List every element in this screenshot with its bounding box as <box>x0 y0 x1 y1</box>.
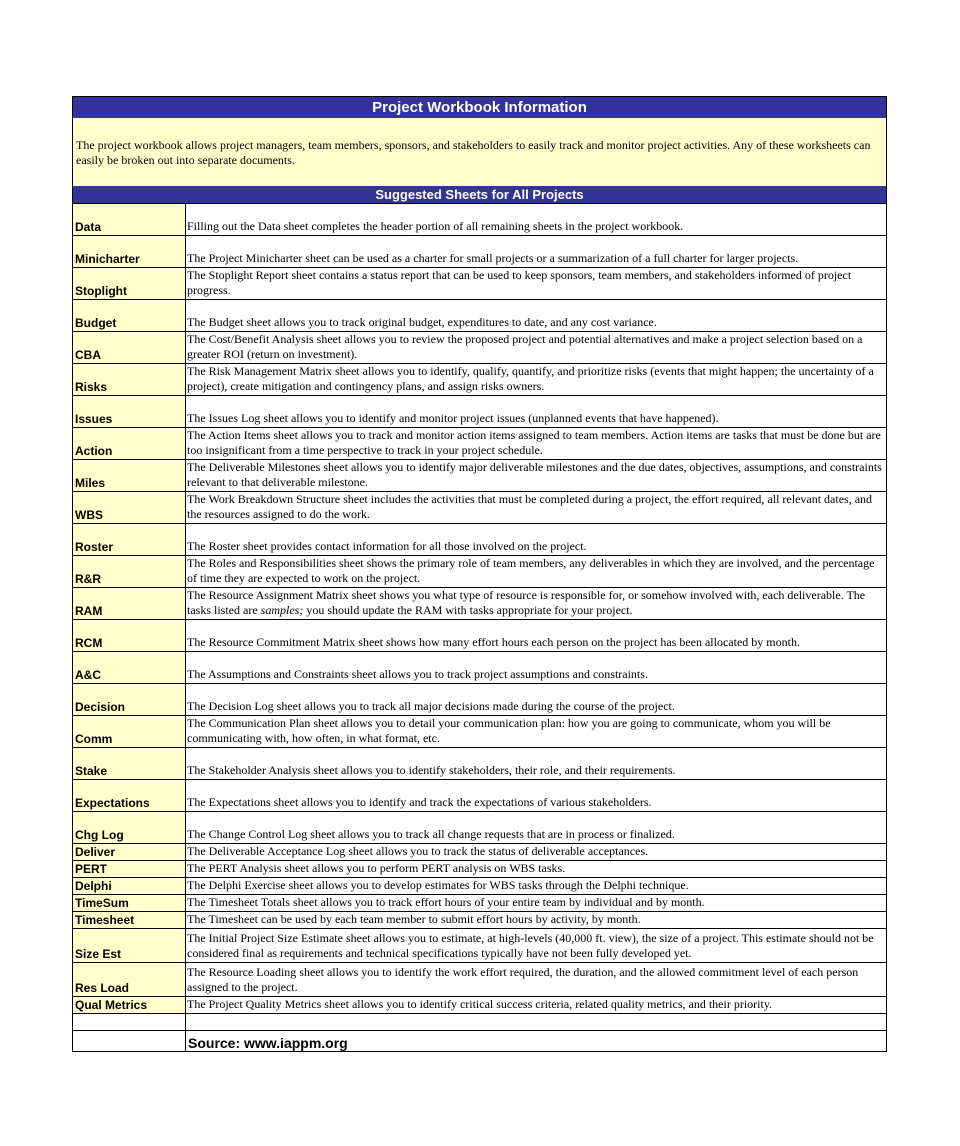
sheet-name: WBS <box>73 492 186 524</box>
table-row <box>73 524 887 556</box>
sheet-description: The Risk Management Matrix sheet allows you to identify, qualify, quantify, and prioritize risks (events that might happen; the uncertainty of a project), create mitigation and contingency plans, and assign risks owners. <box>186 364 887 396</box>
sheet-name: Timesheet <box>73 912 186 929</box>
table-row <box>73 895 887 912</box>
sheet-name: RCM <box>73 620 186 652</box>
sheet-description: The Decision Log sheet allows you to track all major decisions made during the course of the project. <box>186 684 887 716</box>
sheet-description: The Roles and Responsibilities sheet shows the primary role of team members, any deliverables in which they are involved, and the percentage of time they are expected to work on the project. <box>186 556 887 588</box>
blank-cell <box>186 1014 887 1031</box>
table-row <box>73 748 887 780</box>
table-row <box>73 929 887 963</box>
table-row <box>73 844 887 861</box>
intro-text: The project workbook allows project managers, team members, sponsors, and stakeholders to easily track and monitor project activities. Any of these worksheets can easily be broken out into separate documents. <box>72 118 887 186</box>
sheet-name: Qual Metrics <box>73 997 186 1014</box>
sheet-name: Stoplight <box>73 268 186 300</box>
sheet-description: The Budget sheet allows you to track original budget, expenditures to date, and any cost variance. <box>186 300 887 332</box>
sheet-name: Budget <box>73 300 186 332</box>
section-title: Suggested Sheets for All Projects <box>72 186 887 203</box>
sheet-name: Comm <box>73 716 186 748</box>
sheet-description <box>186 588 887 620</box>
sheet-name: Stake <box>73 748 186 780</box>
table-row <box>73 716 887 748</box>
table-row <box>73 620 887 652</box>
sheet-name: CBA <box>73 332 186 364</box>
blank-cell <box>73 1014 186 1031</box>
sheet-description: The Resource Commitment Matrix sheet shows how many effort hours each person on the project has been allocated by month. <box>186 620 887 652</box>
table-row <box>73 861 887 878</box>
sheet-name: Deliver <box>73 844 186 861</box>
table-row <box>73 364 887 396</box>
blank-row <box>73 1014 887 1031</box>
table-row <box>73 460 887 492</box>
sheet-description: The Initial Project Size Estimate sheet allows you to estimate, at high-levels (40,000 ft. view), the size of a project. This estimate should not be considered final as requirements and technical specifications typically have not been fully developed yet. <box>186 929 887 963</box>
sheet-name: Minicharter <box>73 236 186 268</box>
sheet-name: Risks <box>73 364 186 396</box>
sheet-description: The PERT Analysis sheet allows you to perform PERT analysis on WBS tasks. <box>186 861 887 878</box>
table-row <box>73 780 887 812</box>
sheet-description: The Deliverable Milestones sheet allows you to identify major deliverable milestones and the due dates, objectives, assumptions, and constraints relevant to that deliverable milestone. <box>186 460 887 492</box>
table-row <box>73 204 887 236</box>
table-row <box>73 652 887 684</box>
sheet-description: The Project Minicharter sheet can be used as a charter for small projects or a summarization of a full charter for larger projects. <box>186 236 887 268</box>
table-row <box>73 912 887 929</box>
sheet-name: TimeSum <box>73 895 186 912</box>
sheet-name: RAM <box>73 588 186 620</box>
sheet-description-part: you should update the RAM with tasks appropriate for your project. <box>303 603 633 617</box>
sheet-name: R&R <box>73 556 186 588</box>
sheet-description: The Timesheet Totals sheet allows you to track effort hours of your entire team by individual and by month. <box>186 895 887 912</box>
source-row <box>73 1031 887 1052</box>
sheet-name: A&C <box>73 652 186 684</box>
sheet-description: The Stakeholder Analysis sheet allows you to identify stakeholders, their role, and their requirements. <box>186 748 887 780</box>
sheet-name: Chg Log <box>73 812 186 844</box>
table-row <box>73 300 887 332</box>
sheet-name: Res Load <box>73 963 186 997</box>
table-row <box>73 588 887 620</box>
table-row <box>73 236 887 268</box>
sheet-description: The Stoplight Report sheet contains a status report that can be used to keep sponsors, team members, and stakeholders informed of project progress. <box>186 268 887 300</box>
table-row <box>73 268 887 300</box>
sheet-description: The Work Breakdown Structure sheet includes the activities that must be completed during a project, the effort required, all relevant dates, and the resources assigned to do the work. <box>186 492 887 524</box>
sheet-name: Action <box>73 428 186 460</box>
workbook-sheet <box>72 96 887 1052</box>
page-title: Project Workbook Information <box>72 96 887 118</box>
table-row <box>73 997 887 1014</box>
sheet-description-part: The Resource Assignment Matrix sheet shows you what type of resource is responsible for, or somehow involved with, each deliverable. The tasks listed are <box>187 588 866 617</box>
table-row <box>73 332 887 364</box>
sheet-description-emphasis: samples; <box>260 603 304 617</box>
sheet-description: The Timesheet can be used by each team member to submit effort hours by activity, by month. <box>186 912 887 929</box>
table-row <box>73 428 887 460</box>
sheet-description: The Roster sheet provides contact information for all those involved on the project. <box>186 524 887 556</box>
sheet-name: Size Est <box>73 929 186 963</box>
sheet-description: The Issues Log sheet allows you to identify and monitor project issues (unplanned events that have happened). <box>186 396 887 428</box>
sheet-description: The Expectations sheet allows you to identify and track the expectations of various stakeholders. <box>186 780 887 812</box>
sheet-description: The Project Quality Metrics sheet allows you to identify critical success criteria, related quality metrics, and their priority. <box>186 997 887 1014</box>
sheet-name: Expectations <box>73 780 186 812</box>
table-row <box>73 396 887 428</box>
sheet-description: Filling out the Data sheet completes the header portion of all remaining sheets in the project workbook. <box>186 204 887 236</box>
sheet-description: The Change Control Log sheet allows you to track all change requests that are in process or finalized. <box>186 812 887 844</box>
sheet-name: Roster <box>73 524 186 556</box>
sheets-table <box>72 203 887 1052</box>
table-row <box>73 556 887 588</box>
sheet-name: Delphi <box>73 878 186 895</box>
sheet-name: Issues <box>73 396 186 428</box>
table-row <box>73 492 887 524</box>
sheet-description: The Resource Loading sheet allows you to identify the work effort required, the duration, and the allowed commitment level of each person assigned to the project. <box>186 963 887 997</box>
sheet-description: The Cost/Benefit Analysis sheet allows you to review the proposed project and potential alternatives and make a project selection based on a greater ROI (return on investment). <box>186 332 887 364</box>
blank-cell <box>73 1031 186 1052</box>
sheet-name: PERT <box>73 861 186 878</box>
table-row <box>73 812 887 844</box>
table-row <box>73 963 887 997</box>
sheet-name: Miles <box>73 460 186 492</box>
sheet-name: Data <box>73 204 186 236</box>
sheet-description: The Deliverable Acceptance Log sheet allows you to track the status of deliverable acceptances. <box>186 844 887 861</box>
sheet-description: The Action Items sheet allows you to track and monitor action items assigned to team members. Action items are tasks that must be done but are too insignificant from a time perspective to track in your project schedule. <box>186 428 887 460</box>
sheet-description: The Communication Plan sheet allows you to detail your communication plan: how you are going to communicate, whom you will be communicating with, how often, in what format, etc. <box>186 716 887 748</box>
sheet-description: The Assumptions and Constraints sheet allows you to track project assumptions and constraints. <box>186 652 887 684</box>
table-row <box>73 684 887 716</box>
sheet-name: Decision <box>73 684 186 716</box>
table-row <box>73 878 887 895</box>
source-text: Source: www.iappm.org <box>186 1031 887 1052</box>
sheet-description: The Delphi Exercise sheet allows you to develop estimates for WBS tasks through the Delphi technique. <box>186 878 887 895</box>
